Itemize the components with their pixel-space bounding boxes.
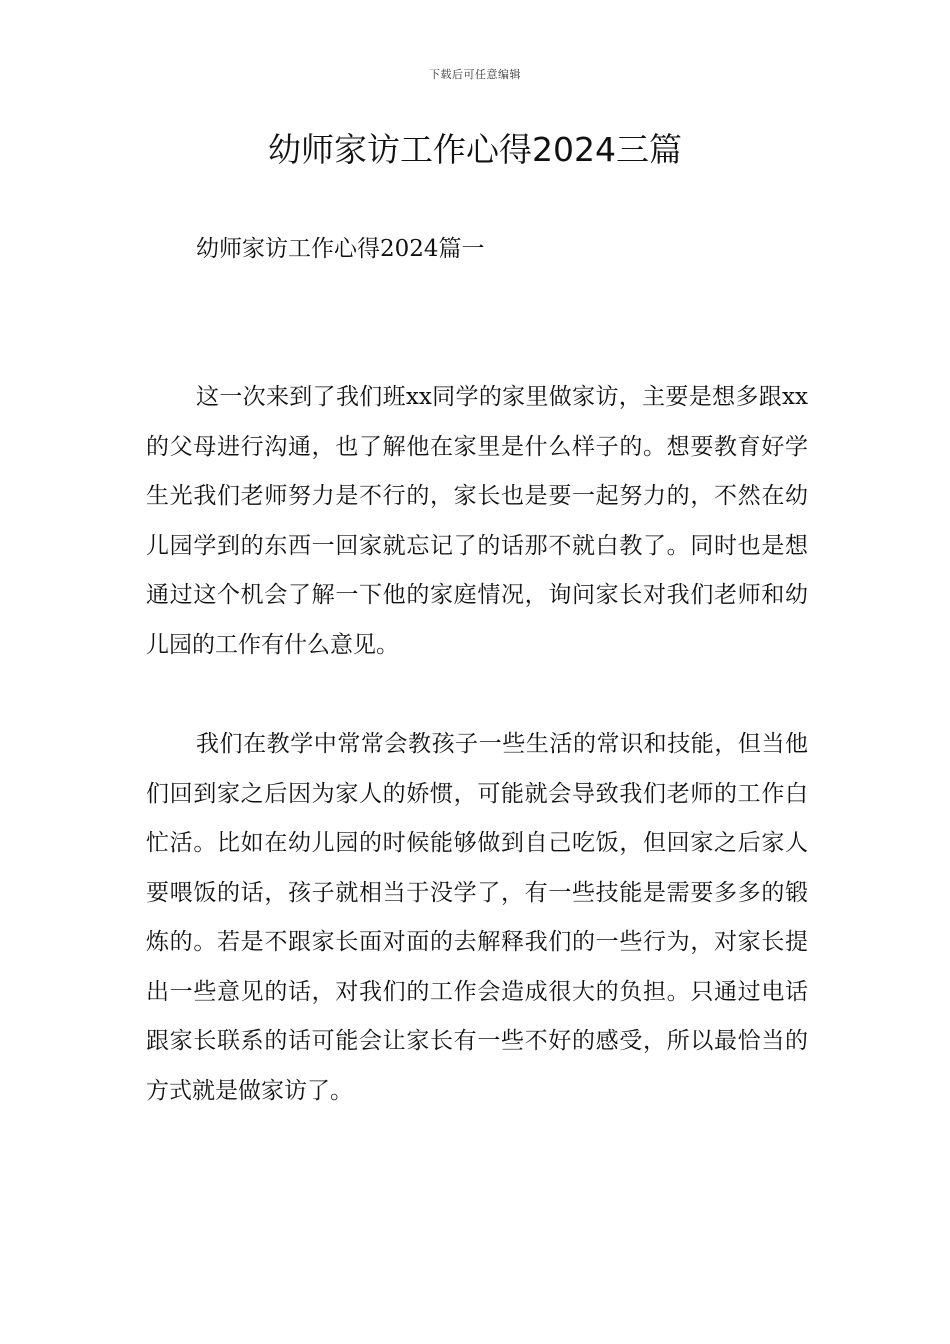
body-paragraph-2: 我们在教学中常常会教孩子一些生活的常识和技能，但当他们回到家之后因为家人的娇惯，可能就会导致我们老师的工作白忙活。比如在幼儿园的时候能够做到自己吃饭，但回家之后家人要喂饭的话，孩子就相当于没学了，有一些技能是需要多多的锻炼的。若是不跟家长面对面的去解释我们的一些行为，对家长提出一些意见的话，对我们的工作会造成很大的负担。只通过电话跟家长联系的话可能会让家长有一些不好的感受，所以最恰当的方式就是做家访了。	[146, 731, 808, 1104]
section-heading: 幼师家访工作心得2024篇一	[196, 236, 485, 262]
header-note: 下载后可任意编辑	[429, 68, 521, 81]
document-title: 幼师家访工作心得2024三篇	[268, 130, 682, 169]
body-paragraph-1: 这一次来到了我们班xx同学的家里做家访，主要是想多跟xx的父母进行沟通，也了解他在家里是什么样子的。想要教育好学生光我们老师努力是不行的，家长也是要一起努力的，不然在幼儿园学到的东西一回家就忘记了的话那不就白教了。同时也是想通过这个机会了解一下他的家庭情况，询问家长对我们老师和幼儿园的工作有什么意见。	[146, 384, 808, 658]
